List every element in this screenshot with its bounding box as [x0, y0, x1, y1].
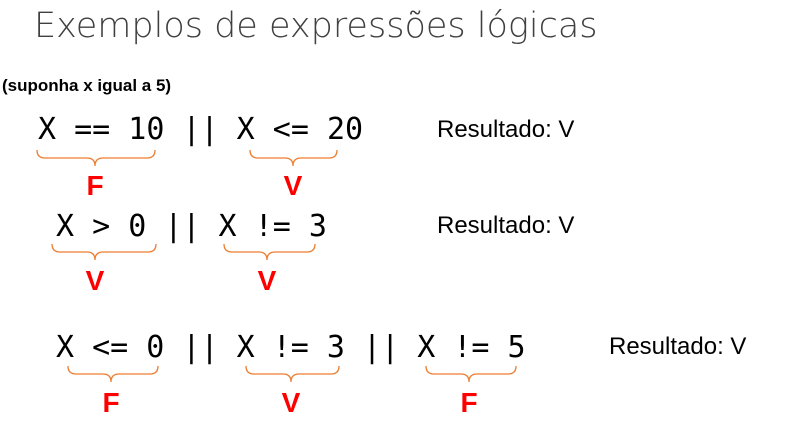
value-3-1: F: [102, 387, 120, 418]
result-2: Resultado: V: [437, 212, 575, 239]
result-1: Resultado: V: [437, 116, 575, 143]
slide-title: Exemplos de expressões lógicas: [34, 6, 598, 46]
expression-1: X == 10 || X <= 20: [38, 112, 364, 147]
expression-2: X > 0 || X != 3: [56, 209, 327, 244]
value-2-1: V: [85, 265, 105, 296]
value-3-2: V: [281, 387, 301, 418]
value-1-1: F: [86, 170, 104, 201]
assumption-note: (suponha x igual a 5): [2, 76, 172, 95]
brace-3-3: [426, 366, 516, 382]
brace-3-1: [68, 366, 158, 382]
brace-1-2: [250, 150, 337, 166]
value-1-2: V: [283, 170, 303, 201]
brace-2-1: [52, 244, 156, 260]
brace-1-1: [37, 150, 155, 166]
value-3-3: F: [460, 387, 478, 418]
expression-3: X <= 0 || X != 3 || X != 5: [56, 330, 526, 365]
value-2-2: V: [257, 265, 277, 296]
result-3: Resultado: V: [609, 333, 747, 360]
brace-2-2: [224, 244, 315, 260]
brace-3-2: [246, 366, 339, 382]
